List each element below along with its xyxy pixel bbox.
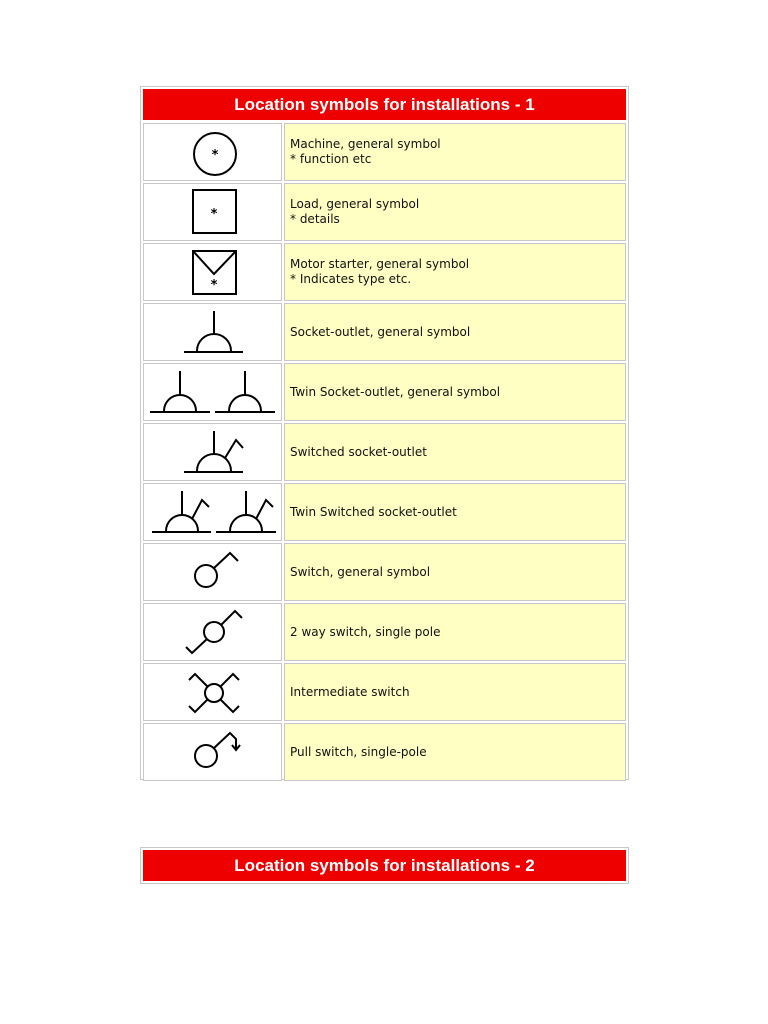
table-row <box>143 603 626 661</box>
pull-switch-icon <box>143 723 282 781</box>
table-1-title: Location symbols for installations - 1 <box>143 89 626 120</box>
table-row <box>143 723 626 781</box>
description-line-1: Switched socket-outlet <box>290 444 427 459</box>
motor-starter-icon <box>143 243 282 301</box>
svg-text:*: * <box>211 148 219 163</box>
description-line-2: * function etc <box>290 152 372 166</box>
symbol-description <box>284 363 626 421</box>
switched-socket-outlet-icon <box>143 423 282 481</box>
description-line-1: Pull switch, single-pole <box>290 744 427 759</box>
table-row <box>143 243 626 301</box>
table-row <box>143 483 626 541</box>
symbol-description <box>284 303 626 361</box>
table-2-title: Location symbols for installations - 2 <box>143 850 626 881</box>
symbol-description <box>284 243 626 301</box>
two-way-switch-icon <box>143 603 282 661</box>
switch-icon <box>143 543 282 601</box>
symbols-table-2 <box>140 847 629 884</box>
table-row <box>143 543 626 601</box>
symbol-description <box>284 603 626 661</box>
twin-socket-outlet-icon <box>143 363 282 421</box>
description-line-1: Machine, general symbol <box>290 137 441 151</box>
description-line-1: Twin Socket-outlet, general symbol <box>290 384 501 399</box>
symbol-description <box>284 723 626 781</box>
description-line-1: 2 way switch, single pole <box>290 624 441 639</box>
symbols-table-1 <box>140 86 629 780</box>
symbol-description <box>284 123 626 181</box>
symbol-description <box>284 543 626 601</box>
symbol-description <box>284 663 626 721</box>
load-square-icon <box>143 183 282 241</box>
description-line-1: Load, general symbol <box>290 197 420 211</box>
intermediate-switch-icon <box>143 663 282 721</box>
svg-text:*: * <box>210 278 218 293</box>
table-row <box>143 423 626 481</box>
description-line-1: Switch, general symbol <box>290 564 431 579</box>
twin-switched-socket-outlet-icon <box>143 483 282 541</box>
machine-circle-icon <box>143 123 282 181</box>
description-line-1: Twin Switched socket-outlet <box>290 504 457 519</box>
socket-outlet-icon <box>143 303 282 361</box>
table-row <box>143 123 626 181</box>
symbol-description <box>284 183 626 241</box>
table-row <box>143 663 626 721</box>
description-line-2: * Indicates type etc. <box>290 272 412 286</box>
description-line-1: Motor starter, general symbol <box>290 257 470 271</box>
description-line-1: Intermediate switch <box>290 684 410 699</box>
table-row <box>143 303 626 361</box>
symbol-description <box>284 483 626 541</box>
svg-text:*: * <box>210 207 218 222</box>
description-line-2: * details <box>290 212 340 226</box>
table-row <box>143 363 626 421</box>
description-line-1: Socket-outlet, general symbol <box>290 324 471 339</box>
table-row <box>143 183 626 241</box>
symbol-description <box>284 423 626 481</box>
